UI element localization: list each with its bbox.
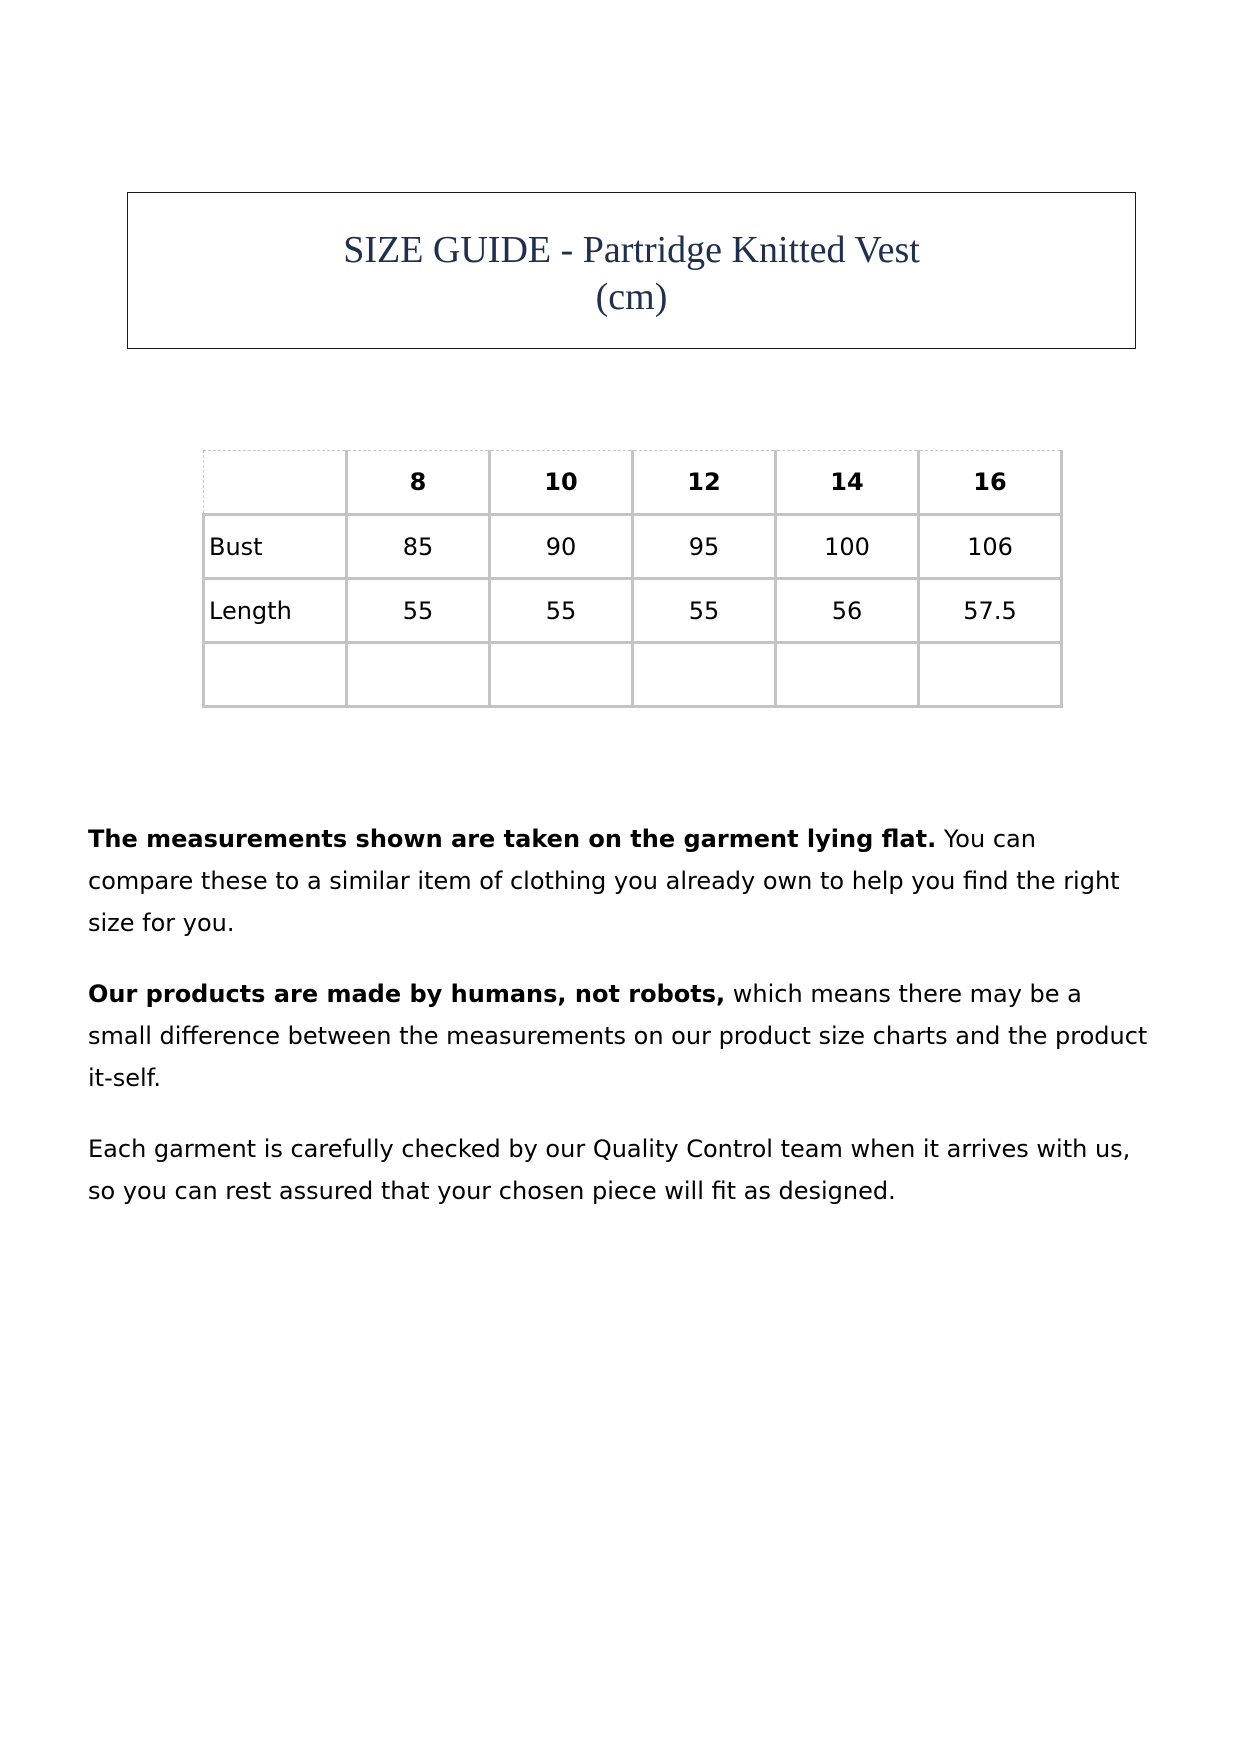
table-cell: 106 (919, 515, 1062, 579)
note-bold-text: The measurements shown are taken on the garment lying flat. (88, 825, 937, 853)
notes-section (88, 818, 1148, 1241)
table-cell: 85 (347, 515, 490, 579)
size-header-cell: 12 (633, 451, 776, 515)
table-cell (347, 643, 490, 707)
note-text: which means there may be a small difference between the measurements on our product size charts and the product it-self. (88, 980, 1148, 1092)
table-cell: 90 (490, 515, 633, 579)
table-cell (919, 643, 1062, 707)
note-paragraph (88, 1128, 1148, 1212)
row-label (204, 643, 347, 707)
table-row (204, 579, 1062, 643)
table-cell (776, 643, 919, 707)
note-text: You can compare these to a similar item of clothing you already own to help you find the right size for you. (88, 825, 1120, 937)
size-header-cell: 14 (776, 451, 919, 515)
title-box (127, 192, 1136, 349)
table-cell: 56 (776, 579, 919, 643)
note-bold-text: Our products are made by humans, not robots, (88, 980, 726, 1008)
note-paragraph (88, 973, 1148, 1099)
size-header-cell: 10 (490, 451, 633, 515)
size-header-cell: 16 (919, 451, 1062, 515)
table-row (204, 515, 1062, 579)
table-cell: 57.5 (919, 579, 1062, 643)
size-table (202, 450, 1063, 708)
table-cell: 55 (633, 579, 776, 643)
table-cell: 95 (633, 515, 776, 579)
row-label: Bust (204, 515, 347, 579)
note-paragraph (88, 818, 1148, 944)
note-text: Each garment is carefully checked by our Quality Control team when it arrives with us, so you can rest assured that your chosen piece will fit as designed. (88, 1135, 1131, 1205)
table-cell (633, 643, 776, 707)
table-cell: 55 (490, 579, 633, 643)
table-cell: 55 (347, 579, 490, 643)
page-title: SIZE GUIDE - Partridge Knitted Vest (343, 229, 920, 271)
table-cell (490, 643, 633, 707)
table-row (204, 643, 1062, 707)
row-label: Length (204, 579, 347, 643)
page-subtitle-units: (cm) (595, 276, 668, 318)
table-header-row (204, 451, 1062, 515)
table-cell: 100 (776, 515, 919, 579)
table-corner-cell (204, 451, 347, 515)
size-header-cell: 8 (347, 451, 490, 515)
